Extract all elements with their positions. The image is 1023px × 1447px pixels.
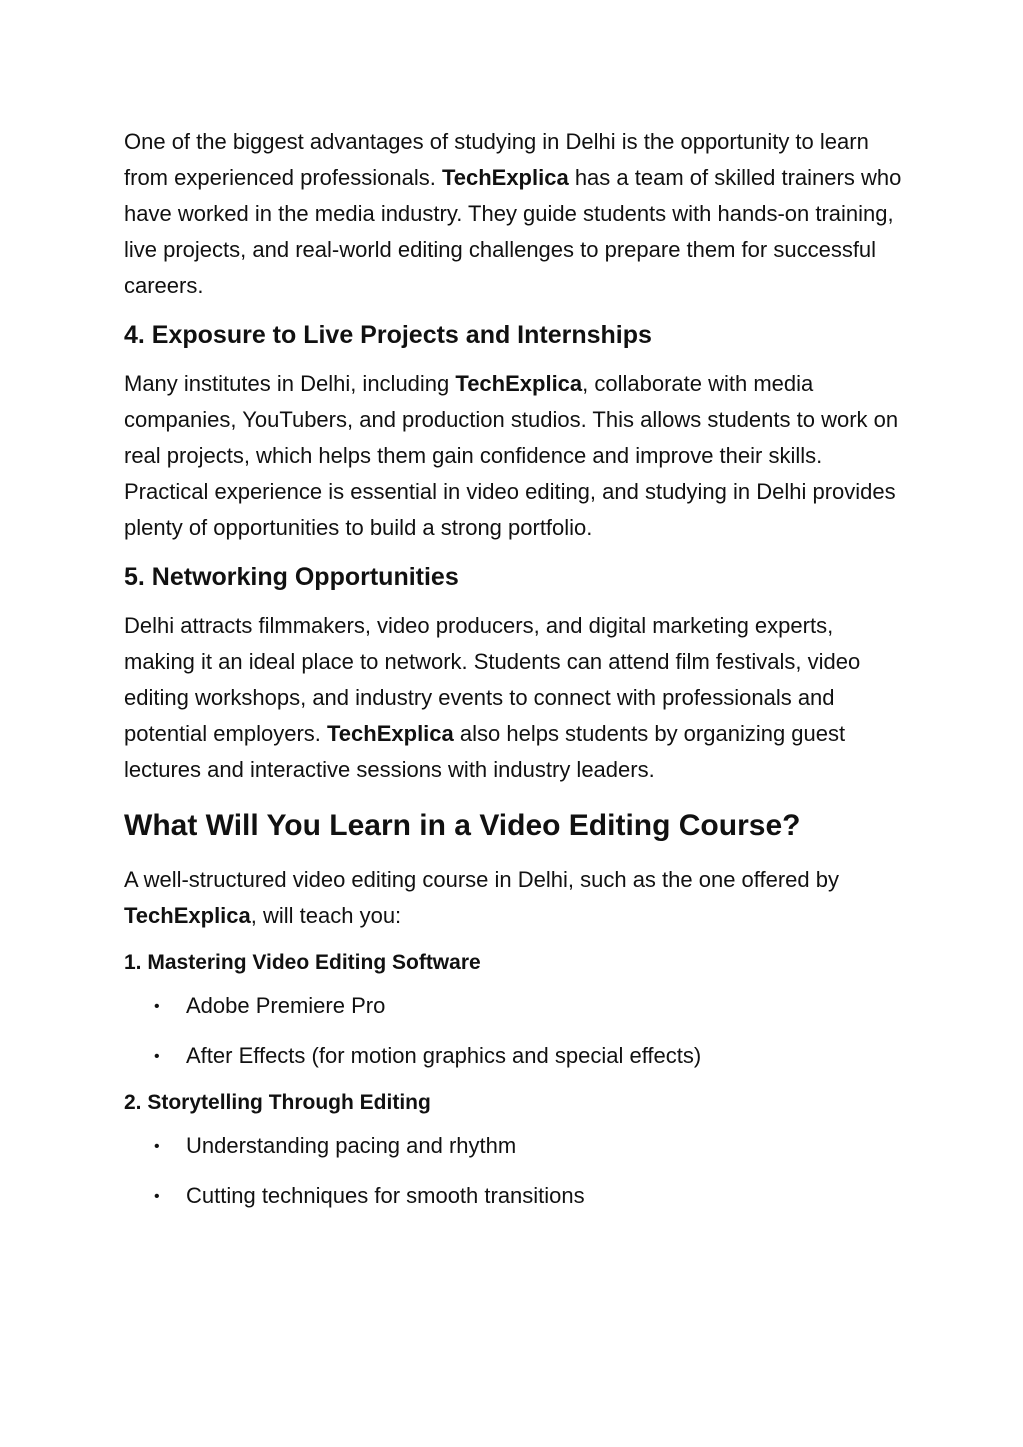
paragraph-text: Delhi attracts filmmakers, video producers, and digital marketing experts, making it an ideal place to network. Students can attend film festivals, video editing workshops, and industry events to connect with professionals and potential employers. — [124, 613, 861, 746]
storytelling-list — [124, 1128, 904, 1214]
brand-name-bold: TechExplica — [455, 371, 583, 396]
bullet-icon: • — [154, 1188, 160, 1205]
paragraph-text: , will teach you: — [250, 903, 402, 928]
paragraph-course-intro — [124, 862, 904, 934]
paragraph-text: A well-structured video editing course in Delhi, such as the one offered by — [124, 867, 839, 892]
heading-what-will-you-learn: What Will You Learn in a Video Editing Course? — [124, 809, 801, 842]
list-item-text: Adobe Premiere Pro — [186, 993, 386, 1018]
list-item-text: After Effects (for motion graphics and special effects) — [186, 1043, 702, 1068]
paragraph-text: has a team of skilled trainers who have worked in the media industry. They guide students with hands-on training, live projects, and real-world editing challenges to prepare them for successful careers. — [124, 165, 902, 298]
list-item — [124, 988, 904, 1024]
brand-name-bold: TechExplica — [441, 165, 569, 190]
list-item — [124, 1038, 904, 1074]
bullet-icon: • — [154, 1048, 160, 1065]
paragraph-text: Many institutes in Delhi, including — [124, 371, 456, 396]
software-list — [124, 988, 904, 1074]
paragraph-text: One of the biggest advantages of studying in Delhi is the opportunity to learn from experienced professionals. — [124, 129, 869, 190]
heading-live-projects: 4. Exposure to Live Projects and Internships — [124, 321, 652, 349]
document-page — [124, 124, 904, 1228]
list-item — [124, 1178, 904, 1214]
paragraph-networking — [124, 608, 904, 788]
list-item — [124, 1128, 904, 1164]
bullet-icon: • — [154, 998, 160, 1015]
brand-name-bold: TechExplica — [327, 721, 454, 746]
subheading-software: 1. Mastering Video Editing Software — [124, 951, 481, 974]
paragraph-trainers — [124, 124, 904, 304]
list-item-text: Understanding pacing and rhythm — [186, 1133, 517, 1158]
paragraph-text: , collaborate with media companies, YouTubers, and production studios. This allows students to work on real projects, which helps them gain confidence and improve their skills. Practical experience is essential in video editing, and studying in Delhi provides plenty of opportunities to build a strong portfolio. — [124, 371, 899, 540]
paragraph-live-projects — [124, 366, 904, 546]
heading-networking: 5. Networking Opportunities — [124, 563, 459, 591]
paragraph-text: also helps students by organizing guest lectures and interactive sessions with industry leaders. — [124, 721, 846, 782]
bullet-icon: • — [154, 1138, 160, 1155]
list-item-text: Cutting techniques for smooth transitions — [186, 1183, 585, 1208]
subheading-storytelling: 2. Storytelling Through Editing — [124, 1091, 431, 1114]
brand-name-bold: TechExplica — [124, 903, 251, 928]
